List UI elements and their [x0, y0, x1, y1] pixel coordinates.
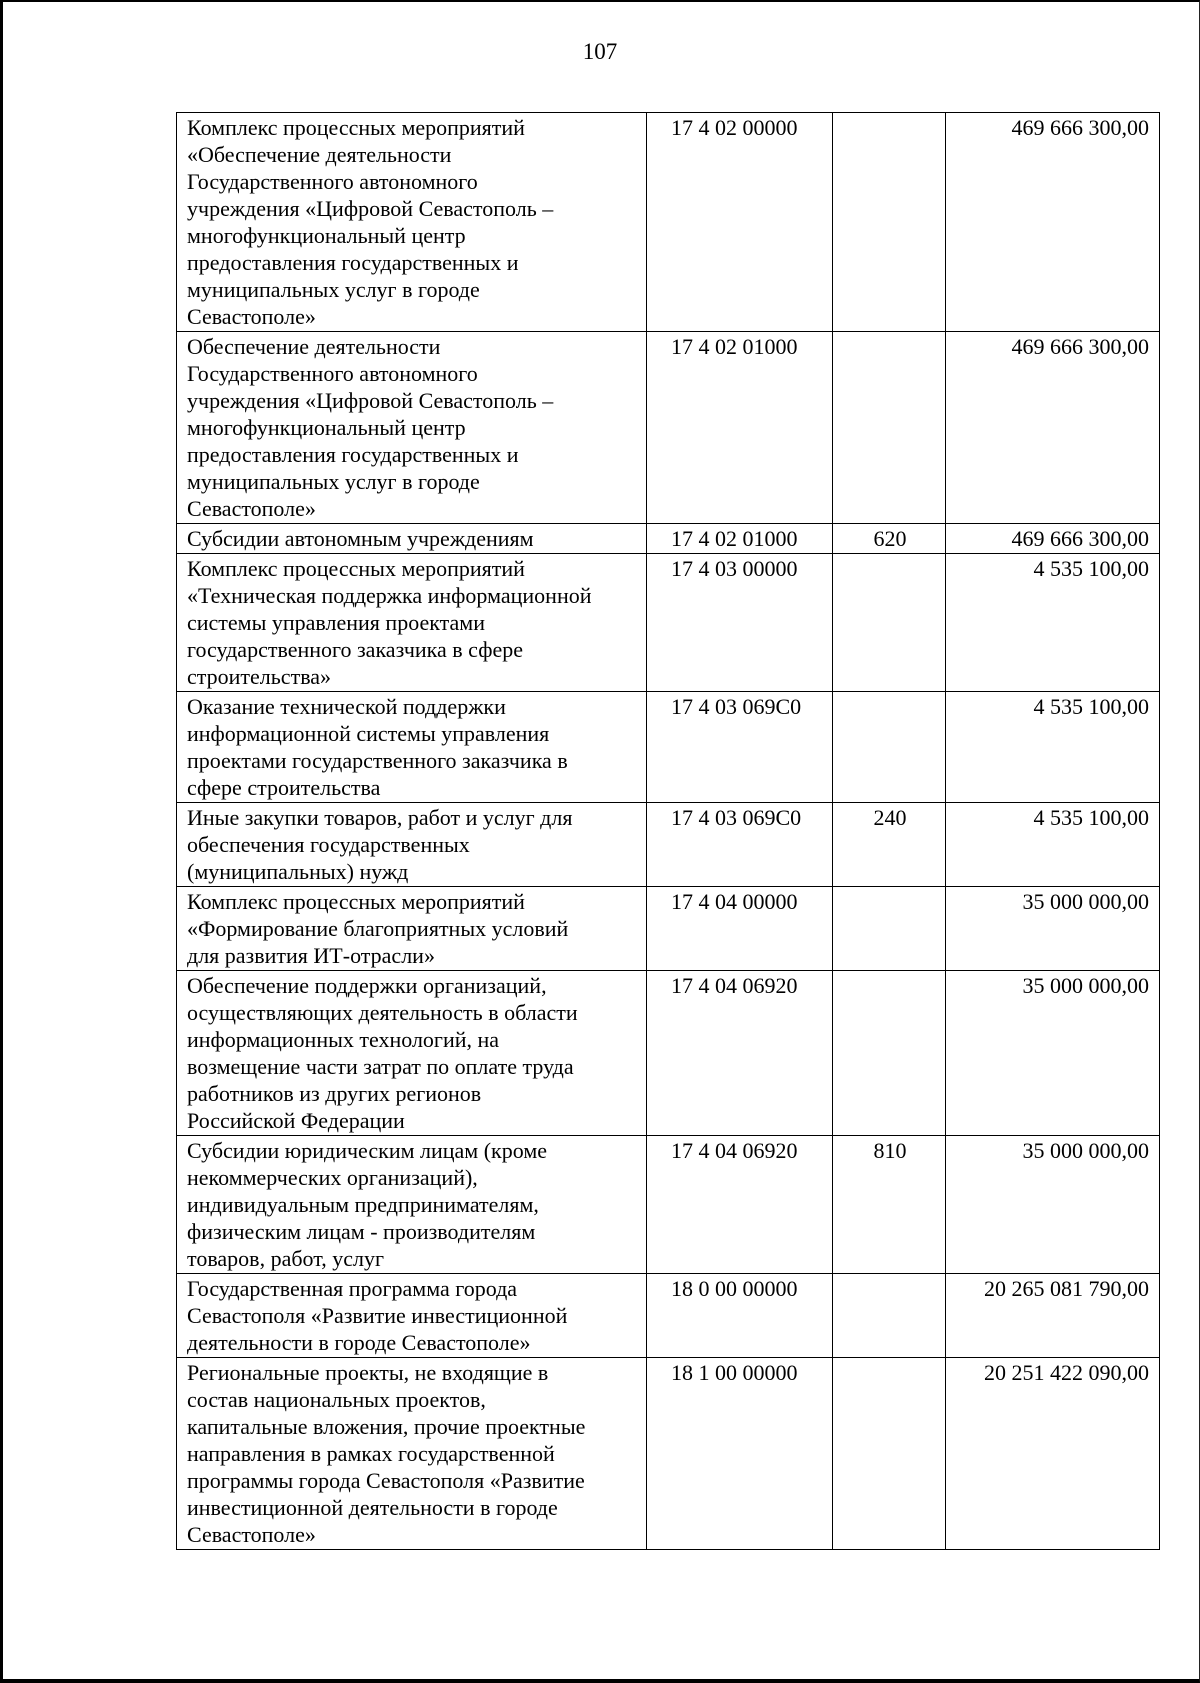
table-row	[177, 332, 1160, 524]
row-type-cell	[833, 971, 946, 1136]
row-type-cell: 240	[833, 803, 946, 887]
table-row	[177, 1274, 1160, 1358]
row-code-cell: 17 4 03 00000	[647, 554, 833, 692]
table-row	[177, 1358, 1160, 1550]
table-row	[177, 113, 1160, 332]
row-name-cell: Государственная программа города Севастополя «Развитие инвестиционной деятельности в городе Севастополе»	[177, 1274, 647, 1358]
row-sum-cell: 469 666 300,00	[946, 524, 1160, 554]
row-type-cell	[833, 554, 946, 692]
row-sum-cell: 4 535 100,00	[946, 692, 1160, 803]
row-code-cell: 17 4 03 069C0	[647, 803, 833, 887]
row-type-cell	[833, 332, 946, 524]
row-sum-cell: 469 666 300,00	[946, 332, 1160, 524]
row-name-cell: Иные закупки товаров, работ и услуг для обеспечения государственных (муниципальных) нужд	[177, 803, 647, 887]
table-row	[177, 692, 1160, 803]
table-row	[177, 803, 1160, 887]
row-code-cell: 17 4 02 00000	[647, 113, 833, 332]
row-sum-cell: 35 000 000,00	[946, 1136, 1160, 1274]
row-name-cell: Комплекс процессных мероприятий «Обеспечение деятельности Государственного автономного учреждения «Цифровой Севастополь – многофункциональный центр предоставления государственных и муниципальных услуг в городе Севастополе»	[177, 113, 647, 332]
row-code-cell: 17 4 02 01000	[647, 332, 833, 524]
row-type-cell	[833, 1358, 946, 1550]
row-name-cell: Обеспечение поддержки организаций, осуществляющих деятельность в области информационных технологий, на возмещение части затрат по оплате труда работников из других регионов Российской Федерации	[177, 971, 647, 1136]
row-type-cell	[833, 887, 946, 971]
row-name-cell: Оказание технической поддержки информационной системы управления проектами государственного заказчика в сфере строительства	[177, 692, 647, 803]
row-code-cell: 17 4 04 06920	[647, 971, 833, 1136]
row-code-cell: 17 4 02 01000	[647, 524, 833, 554]
row-code-cell: 17 4 04 00000	[647, 887, 833, 971]
row-sum-cell: 4 535 100,00	[946, 803, 1160, 887]
budget-table	[176, 112, 1160, 1550]
table-row	[177, 1136, 1160, 1274]
row-type-cell	[833, 1274, 946, 1358]
row-name-cell: Обеспечение деятельности Государственного автономного учреждения «Цифровой Севастополь – многофункциональный центр предоставления государственных и муниципальных услуг в городе Севастополе»	[177, 332, 647, 524]
table-row	[177, 554, 1160, 692]
table-row	[177, 887, 1160, 971]
row-sum-cell: 20 251 422 090,00	[946, 1358, 1160, 1550]
table-row	[177, 524, 1160, 554]
row-type-cell: 620	[833, 524, 946, 554]
row-name-cell: Субсидии юридическим лицам (кроме некоммерческих организаций), индивидуальным предпринимателям, физическим лицам - производителям товаров, работ, услуг	[177, 1136, 647, 1274]
row-code-cell: 17 4 03 069C0	[647, 692, 833, 803]
row-code-cell: 18 0 00 00000	[647, 1274, 833, 1358]
row-type-cell	[833, 113, 946, 332]
row-name-cell: Региональные проекты, не входящие в состав национальных проектов, капитальные вложения, прочие проектные направления в рамках государственной программы города Севастополя «Развитие инвестиционной деятельности в городе Севастополе»	[177, 1358, 647, 1550]
row-name-cell: Комплекс процессных мероприятий «Формирование благоприятных условий для развития ИТ-отрасли»	[177, 887, 647, 971]
page-number: 107	[582, 39, 618, 64]
row-name-cell: Комплекс процессных мероприятий «Техническая поддержка информационной системы управления проектами государственного заказчика в сфере строительства»	[177, 554, 647, 692]
row-type-cell	[833, 692, 946, 803]
row-sum-cell: 469 666 300,00	[946, 113, 1160, 332]
row-type-cell: 810	[833, 1136, 946, 1274]
row-code-cell: 18 1 00 00000	[647, 1358, 833, 1550]
row-sum-cell: 4 535 100,00	[946, 554, 1160, 692]
row-code-cell: 17 4 04 06920	[647, 1136, 833, 1274]
row-sum-cell: 35 000 000,00	[946, 887, 1160, 971]
row-sum-cell: 35 000 000,00	[946, 971, 1160, 1136]
row-sum-cell: 20 265 081 790,00	[946, 1274, 1160, 1358]
table-row	[177, 971, 1160, 1136]
row-name-cell: Субсидии автономным учреждениям	[177, 524, 647, 554]
